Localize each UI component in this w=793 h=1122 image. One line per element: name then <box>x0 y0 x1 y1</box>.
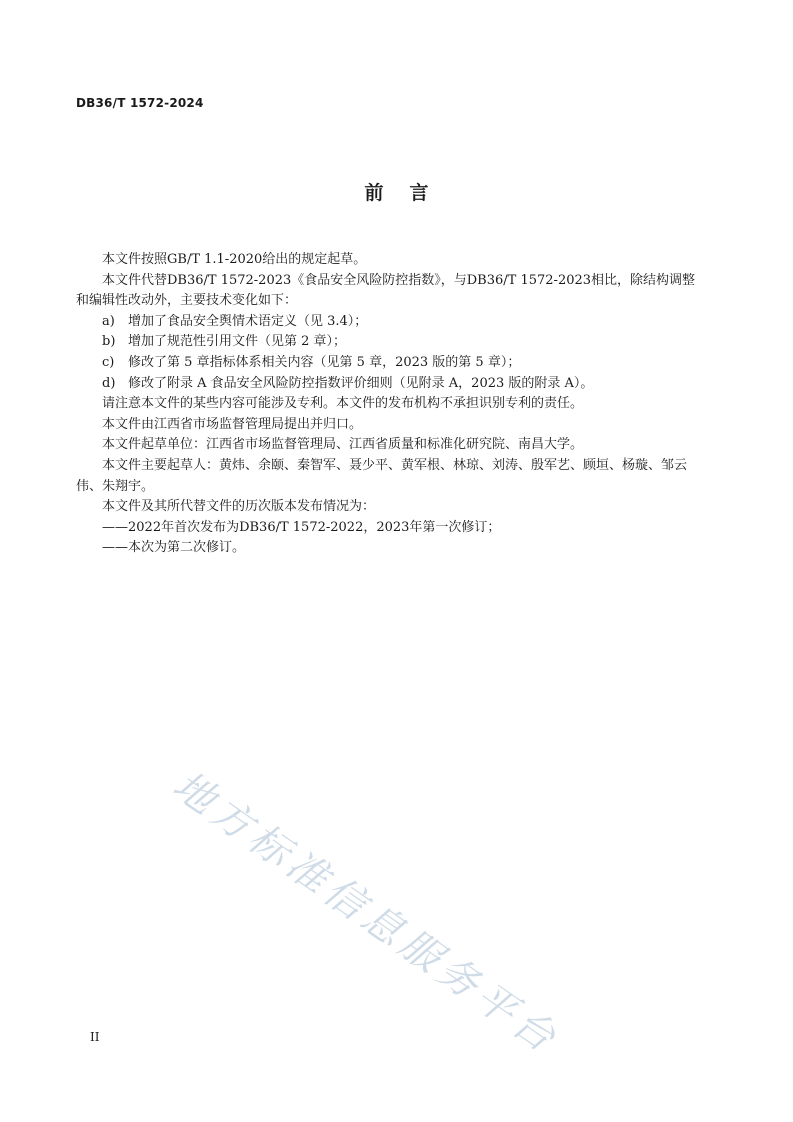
foreword-body <box>76 250 708 559</box>
paragraph-history-intro: 本文件及其所代替文件的历次版本发布情况为： <box>102 499 376 515</box>
paragraph-drafting-rules: 本文件按照GB/T 1.1-2020给出的规定起草。 <box>102 252 367 267</box>
list-marker: d) <box>102 375 116 391</box>
paragraph-drafting-units: 本文件起草单位：江西省市场监督管理局、江西省质量和标准化研究院、南昌大学。 <box>102 437 584 453</box>
list-item-text: 增加了规范性引用文件（见第 2 章）； <box>128 334 347 350</box>
history-item: ——本次为第二次修订。 <box>102 540 246 556</box>
list-marker: c) <box>102 354 115 370</box>
list-item-text: 修改了第 5 章指标体系相关内容（见第 5 章，2023 版的第 5 章）； <box>128 354 521 370</box>
document-code-header: DB36/T 1572-2024 <box>76 96 204 110</box>
list-marker: b) <box>102 334 116 350</box>
paragraph-proposer: 本文件由江西省市场监督管理局提出并归口。 <box>102 416 363 432</box>
list-item-text: 增加了食品安全舆情术语定义（见 3.4）； <box>128 313 368 329</box>
paragraph-patent-notice: 请注意本文件的某些内容可能涉及专利。本文件的发布机构不承担识别专利的责任。 <box>102 396 584 412</box>
list-item <box>76 353 708 374</box>
history-item: ——2022年首次发布为DB36/T 1572-2022，2023年第一次修订； <box>102 519 501 535</box>
page-title: 前言 <box>364 182 455 204</box>
watermark: 地方标准信息服务平台 <box>164 762 568 1064</box>
list-item-text: 修改了附录 A 食品安全风险防控指数评价细则（见附录 A，2023 版的附录 A）。 <box>128 375 594 391</box>
paragraph-replacement: 本文件代替DB36/T 1572-2023《食品安全风险防控指数》，与DB36/T 1572-2023相比，除结构调整和编辑性改动外，主要技术变化如下： <box>76 272 696 309</box>
list-item <box>76 374 708 395</box>
list-marker: a) <box>102 313 115 329</box>
list-item <box>76 332 708 353</box>
paragraph-drafters: 本文件主要起草人：黄炜、余颐、秦智军、聂少平、黄军根、林琼、刘涛、殷军艺、顾垣、杨璇、邹云伟、朱翔宇。 <box>76 457 688 494</box>
list-item <box>76 312 708 333</box>
page-number: II <box>90 1030 100 1044</box>
